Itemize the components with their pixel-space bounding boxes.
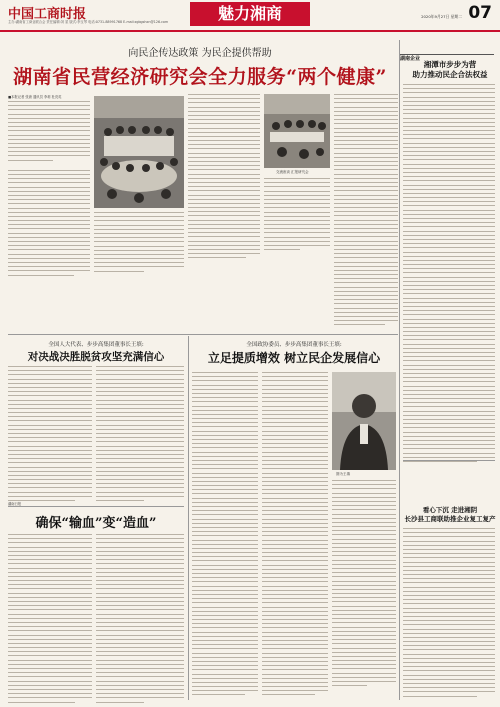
story3-col-1	[192, 372, 258, 699]
story2-byline: 湖南日报	[8, 502, 22, 506]
story3-divider	[188, 336, 189, 700]
main-col-5	[334, 94, 398, 329]
issue-date: 2020年9月27日 星期二	[421, 14, 462, 19]
story2-headline: 对决战决胜脱贫攻坚充满信心	[27, 351, 165, 363]
story3-kicker: 全国政协委员、步步高集团董事长王填:	[246, 342, 342, 348]
story4-col-2	[96, 534, 184, 706]
page-number: 07	[468, 3, 492, 23]
main-byline: ■本报记者 张唐 通讯员 李莉 杜亮英	[8, 95, 62, 99]
main-kicker: 向民企传达政策 为民企提供帮助	[128, 48, 272, 59]
story3-col-3	[332, 480, 396, 689]
story2-col-1	[8, 366, 92, 504]
story4-rule	[8, 506, 184, 507]
right-story1-title: 湘潭市步步为营 助力推动民企合法权益	[412, 60, 488, 79]
main-col-4	[264, 178, 330, 253]
right-column-label: 湖南企业	[400, 56, 421, 62]
main-col-3	[188, 94, 260, 262]
story4-headline: 确保“输血”变“造血”	[35, 516, 157, 531]
story3-col-2	[262, 372, 328, 699]
masthead-info: 主办:湖南省工商业联合会 责任编辑:刘 星 版式:李玉琴 电话:0731-88991768 E-mail:zgbgshxn@126.com	[8, 20, 169, 24]
story4-col-1	[8, 534, 92, 706]
section-title: 魅力湘商	[190, 2, 310, 26]
story2-kicker: 全国人大代表、步步高集团董事长王填:	[48, 342, 144, 348]
newspaper-logo: 中国工商时报	[8, 7, 87, 22]
meeting-photo	[264, 94, 330, 168]
masthead	[0, 0, 500, 32]
column-divider	[399, 40, 400, 700]
section-rule	[8, 334, 398, 335]
right-divider	[403, 460, 495, 461]
main-headline: 湖南省民营经济研究会全力服务“两个健康”	[13, 66, 387, 88]
story2-col-2	[96, 366, 184, 504]
main-photo	[94, 96, 184, 208]
right-column-tag	[400, 45, 494, 62]
right-story2-body	[403, 528, 495, 700]
right-story1-body	[403, 84, 495, 465]
meeting-photo-caption: 交流座谈 汇报研究会	[276, 170, 309, 174]
main-col-1	[8, 101, 90, 279]
portrait-caption: 图为王填	[336, 472, 350, 476]
portrait-photo	[332, 372, 396, 470]
main-col-2	[94, 212, 184, 275]
story3-headline: 立足提质增效 树立民企发展信心	[207, 351, 381, 365]
right-story2-title: 看心下沉 走进湘阴 长沙县工商联助推企业复工复产	[404, 506, 496, 523]
